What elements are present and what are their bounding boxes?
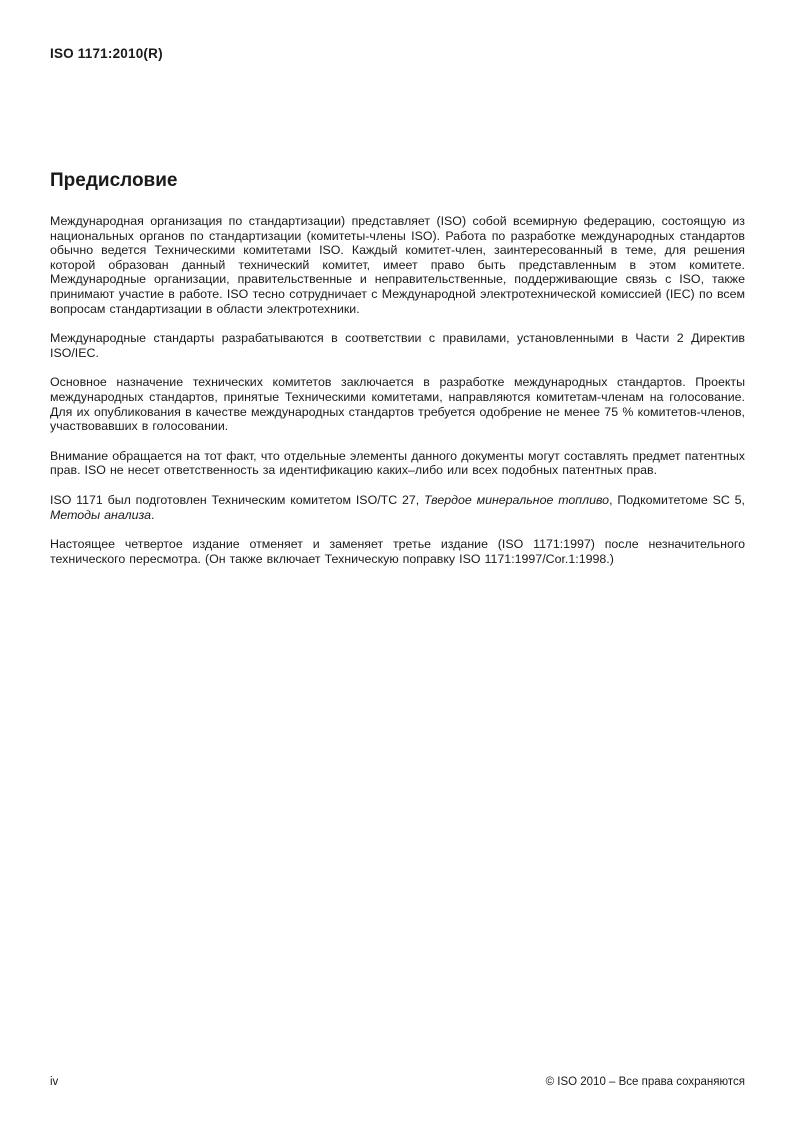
subcommittee-title-italic: Методы анализа: [50, 507, 152, 522]
paragraph-prepared-by: [50, 493, 745, 522]
subcommittee-text: , Подкомитетоме SC 5,: [609, 492, 745, 507]
document-reference-header: ISO 1171:2010(R): [50, 46, 163, 61]
copyright-notice: © ISO 2010 – Все права сохраняются: [545, 1076, 745, 1088]
prepared-by-text: ISO 1171 был подготовлен Техническим комитетом ISO/TC 27,: [50, 492, 424, 507]
paragraph-directives: Международные стандарты разрабатываются в соответствии с правилами, установленными в Части 2 Директив ISO/IEC.: [50, 331, 745, 360]
sentence-end: .: [151, 507, 155, 522]
paragraph-edition-note: Настоящее четвертое издание отменяет и заменяет третье издание (ISO 1171:1997) после незначительного технического пересмотра. (Он также включает Техническую поправку ISO 1171:1997/Cor.1:1998.): [50, 537, 745, 566]
page-footer: [50, 1076, 745, 1088]
committee-title-italic: Твердое минеральное топливо: [424, 492, 610, 507]
foreword-section: [50, 170, 745, 581]
page-number: iv: [50, 1076, 59, 1088]
page-title: Предисловие: [50, 170, 178, 191]
paragraph-patent-rights: Внимание обращается на тот факт, что отдельные элементы данного документы могут составлять предмет патентных прав. ISO не несет ответственность за идентификацию каких–либо или всех подобных патентных прав.: [50, 448, 745, 478]
paragraph-iso-federation: Международная организация по стандартизации) представляет (ISO) собой всемирную федерацию, состоящую из национальных органов по стандартизации (комитеты-члены ISO). Работа по разработке международных стандартов обычно ведется Техническими комитетами ISO. Каждый комитет-член, заинтересованный в теме, для решения которой образован данный технический комитет, имеет право быть представленным в этом комитете. Международные организации, правительственные и неправительственные, поддерживающие связь с ISO, также принимают участие в работе. ISO тесно сотрудничает с Международной электротехнической комиссией (IEC) по всем вопросам стандартизации в области электротехники.: [50, 214, 745, 316]
paragraph-committees-purpose: Основное назначение технических комитетов заключается в разработке международных стандартов. Проекты международных стандартов, принятые Техническими комитетами, направляются комитетам-членам на голосование. Для их опубликования в качестве международных стандартов требуется одобрение не менее 75 % комитетов-членов, участвовавших в голосовании.: [50, 375, 745, 434]
